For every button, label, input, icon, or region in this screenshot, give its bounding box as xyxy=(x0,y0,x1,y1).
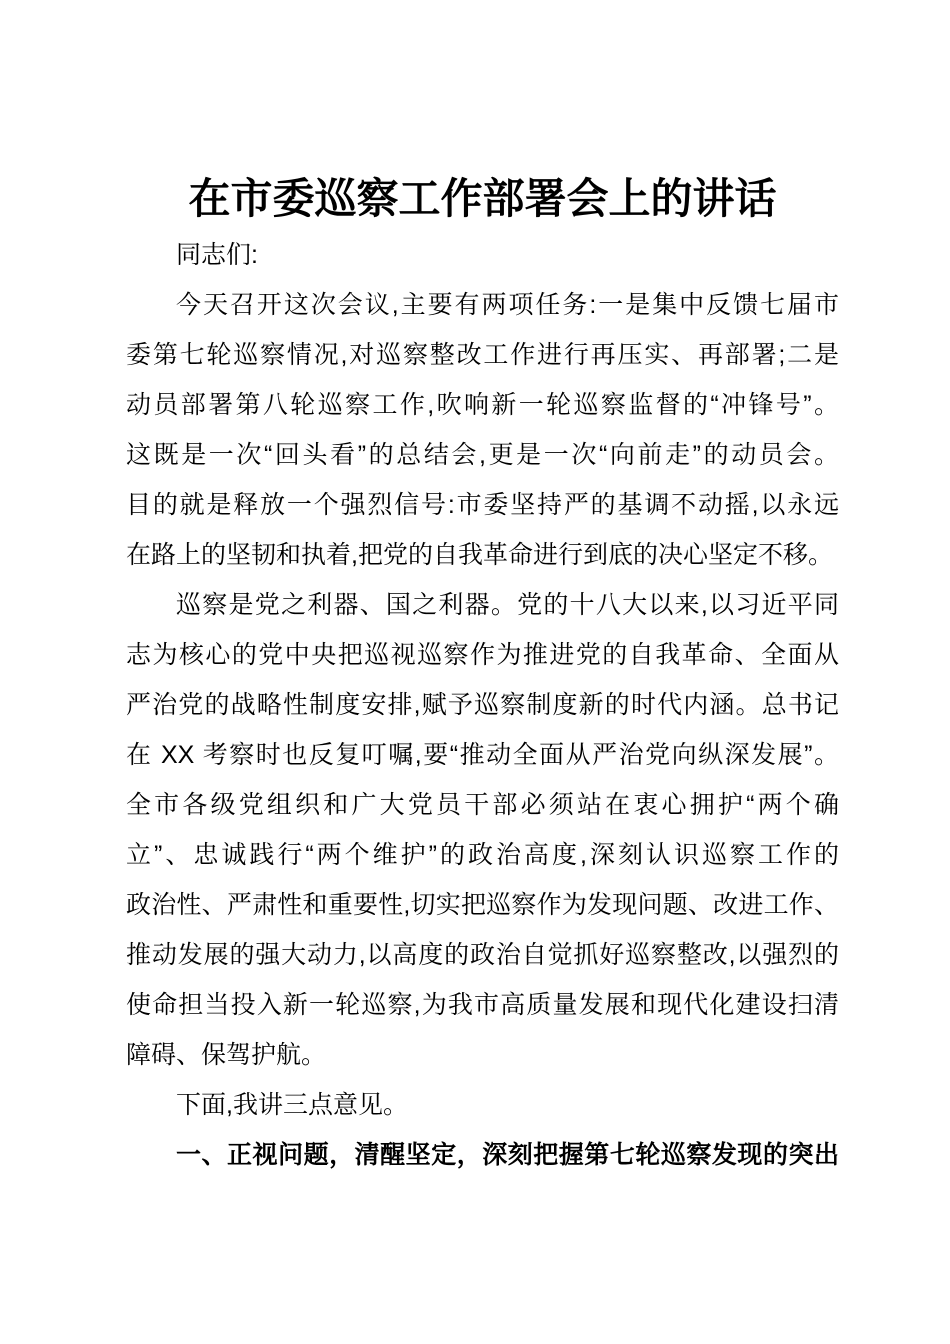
text-line: 巡察是党之利器、国之利器。党的十八大以来,以习近平同 xyxy=(176,591,839,619)
text-line: 目的就是释放一个强烈信号:市委坚持严的基调不动摇,以永远 xyxy=(126,491,839,519)
paragraph xyxy=(126,580,839,1080)
text-line: 这既是一次“回头看”的总结会,更是一次“向前走”的动员会。 xyxy=(126,441,839,469)
text-line: 委第七轮巡察情况,对巡察整改工作进行再压实、再部署;二是 xyxy=(126,341,839,369)
paragraph xyxy=(126,1080,839,1130)
paragraph xyxy=(126,280,839,580)
text-line: 志为核心的党中央把巡视巡察作为推进党的自我革命、全面从 xyxy=(126,641,839,669)
paragraph xyxy=(126,230,839,280)
text-line: 使命担当投入新一轮巡察,为我市高质量发展和现代化建设扫清 xyxy=(126,991,839,1019)
text-line: 严治党的战略性制度安排,赋予巡察制度新的时代内涵。总书记 xyxy=(126,691,839,719)
text-line: 推动发展的强大动力,以高度的政治自觉抓好巡察整改,以强烈的 xyxy=(126,941,839,969)
document-body xyxy=(126,230,839,1180)
document-title: 在市委巡察工作部署会上的讲话 xyxy=(188,177,777,223)
text-line: 今天召开这次会议,主要有两项任务:一是集中反馈七届市 xyxy=(176,291,839,319)
text-line: 全市各级党组织和广大党员干部必须站在衷心拥护“两个确 xyxy=(126,791,839,819)
text-line: 立”、忠诚践行“两个维护”的政治高度,深刻认识巡察工作的 xyxy=(126,841,839,869)
text-line: 障碍、保驾护航。 xyxy=(126,1041,327,1069)
text-line: 在 XX 考察时也反复叮嘱,要“推动全面从严治党向纵深发展”。 xyxy=(126,741,839,769)
section-heading-paragraph xyxy=(126,1130,839,1180)
text-line: 政治性、严肃性和重要性,切实把巡察作为发现问题、改进工作、 xyxy=(126,891,839,919)
text-line: 在路上的坚韧和执着,把党的自我革命进行到底的决心坚定不移。 xyxy=(126,541,833,569)
text-line: 一、正视问题，清醒坚定，深刻把握第七轮巡察发现的突出 xyxy=(176,1141,839,1169)
text-line: 动员部署第八轮巡察工作,吹响新一轮巡察监督的“冲锋号”。 xyxy=(126,391,839,419)
text-line: 下面,我讲三点意见。 xyxy=(176,1091,408,1119)
text-line: 同志们: xyxy=(176,241,258,269)
